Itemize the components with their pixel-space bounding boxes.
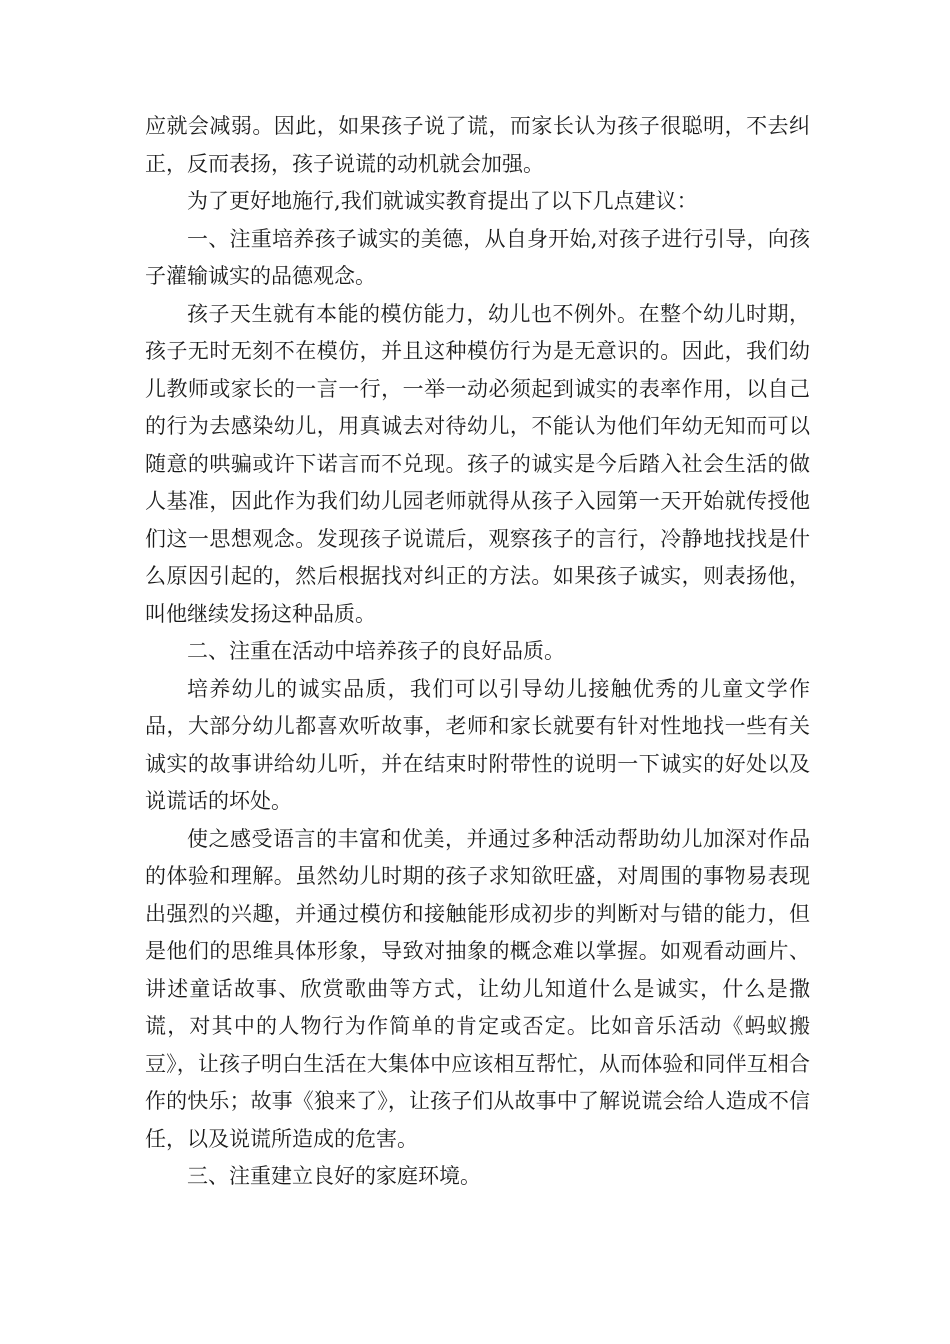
paragraph-intro-suggestions: 为了更好地施行,我们就诚实教育提出了以下几点建议： bbox=[187, 189, 698, 213]
heading-suggestion-2: 二、注重在活动中培养孩子的良好品质。 bbox=[187, 639, 565, 663]
paragraph-literature: 培养幼儿的诚实品质，我们可以引导幼儿接触优秀的儿童文学作品，大部分幼儿都喜欢听故事，老师和家长就要有针对性地找一些有关诚实的故事讲给幼儿听，并在结束时附带性的说明一下诚实的好处以及说谎话的坏处。 bbox=[145, 676, 810, 813]
heading-suggestion-3: 三、注重建立良好的家庭环境。 bbox=[187, 1164, 481, 1188]
document-body bbox=[145, 108, 810, 1196]
paragraph-imitation: 孩子天生就有本能的模仿能力，幼儿也不例外。在整个幼儿时期，孩子无时无刻不在模仿，并且这种模仿行为是无意识的。因此，我们幼儿教师或家长的一言一行，一举一动必须起到诚实的表率作用，以自己的行为去感染幼儿，用真诚去对待幼儿，不能认为他们年幼无知而可以随意的哄骗或许下诺言而不兑现。孩子的诚实是今后踏入社会生活的做人基准，因此作为我们幼儿园老师就得从孩子入园第一天开始就传授他们这一思想观念。发现孩子说谎后，观察孩子的言行，冷静地找找是什么原因引起的，然后根据找对纠正的方法。如果孩子诚实，则表扬他，叫他继续发扬这种品质。 bbox=[145, 301, 810, 626]
heading-suggestion-1: 一、注重培养孩子诚实的美德，从自身开始,对孩子进行引导，向孩子灌输诚实的品德观念。 bbox=[145, 226, 810, 288]
paragraph-continuation: 应就会减弱。因此，如果孩子说了谎，而家长认为孩子很聪明，不去纠正，反而表扬，孩子说谎的动机就会加强。 bbox=[145, 114, 810, 176]
paragraph-activities: 使之感受语言的丰富和优美，并通过多种活动帮助幼儿加深对作品的体验和理解。虽然幼儿时期的孩子求知欲旺盛，对周围的事物易表现出强烈的兴趣，并通过模仿和接触能形成初步的判断对与错的能力，但是他们的思维具体形象，导致对抽象的概念难以掌握。如观看动画片、讲述童话故事、欣赏歌曲等方式，让幼儿知道什么是诚实，什么是撒谎，对其中的人物行为作简单的肯定或否定。比如音乐活动《蚂蚁搬豆》，让孩子明白生活在大集体中应该相互帮忙，从而体验和同伴互相合作的快乐；故事《狼来了》，让孩子们从故事中了解说谎会给人造成不信任，以及说谎所造成的危害。 bbox=[145, 826, 810, 1151]
